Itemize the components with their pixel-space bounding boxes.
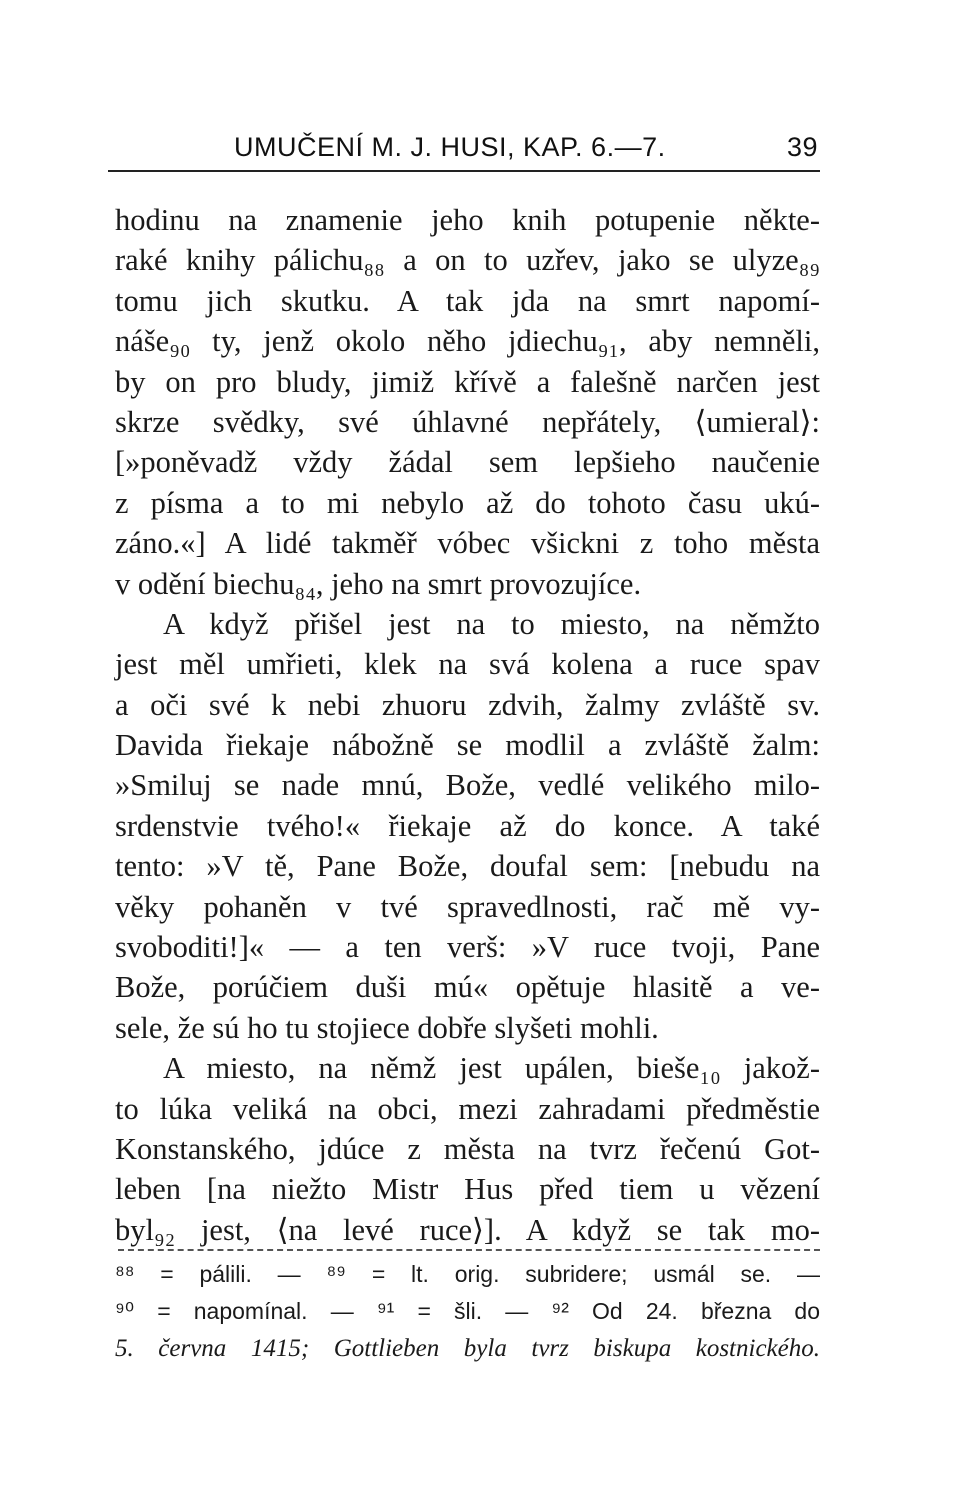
text-line: záno.«] A lidé takměř vóbec všickni z toho města [115, 526, 820, 561]
text-line: »Smiluj se nade mnú, Bože, vedlé velikého milo- [115, 768, 820, 803]
text-line: z písma a to mi nebylo až do tohoto času ukú- [115, 485, 820, 520]
text-line: náše₉₀ ty, jenž okolo něho jdiechu₉₁, aby nemněli, [115, 324, 820, 359]
text-line: Bože, porúčiem duši mú« opětuje hlasitě a ve- [115, 970, 820, 1005]
text-line: leben [na niežto Mistr Hus před tiem u vězení [115, 1172, 820, 1207]
text-line: věky pohaněn v tvé spravedlnosti, rač mě vy- [115, 889, 820, 924]
footnote-line: 5. června 1415; Gottlieben byla tvrz biskupa kostnického. [115, 1335, 820, 1362]
text-line: to lúka veliká na obci, mezi zahradami předměstie [115, 1091, 820, 1126]
footnote-line: ⁹⁰ = napomínal. — ⁹¹ = šli. — ⁹² Od 24. března do [115, 1298, 820, 1324]
text-line: tomu jich skutku. A tak jda na smrt napomí- [115, 283, 820, 318]
text-line: raké knihy pálichu₈₈ a on to uzřev, jako se ulyze₈₉ [115, 243, 820, 278]
paragraph-start-line: A když přišel jest na to miesto, na němžto [163, 606, 820, 641]
text-line: jest měl umřieti, klek na svá kolena a ruce spav [115, 647, 820, 682]
text-line: a oči své k nebi zhuoru zdvih, žalmy zvláště sv. [115, 687, 820, 722]
running-head [108, 128, 820, 170]
header-rule [108, 170, 820, 172]
text-line: [»poněvadž vždy žádal sem lepšieho naučenie [115, 445, 820, 480]
page-number: 39 [786, 132, 818, 162]
footnote-separator [118, 1249, 820, 1251]
body-text [115, 200, 820, 1250]
text-line: srdenstvie tvého!« řiekaje až do konce. A také [115, 808, 820, 843]
text-line: Konstanského, jdúce z města na tvrz řečenú Got- [115, 1131, 820, 1166]
text-line: skrze svědky, své úhlavné nepřátely, ⟨umieral⟩: [115, 404, 820, 439]
text-line: sele, že sú ho tu stojiece dobře slyšeti mohli. [115, 1010, 659, 1045]
text-line: v odění biechu₈₄, jeho na smrt provozujíce. [115, 566, 642, 601]
text-line: tento: »V tě, Pane Bože, doufal sem: [nebudu na [115, 849, 820, 884]
text-line: hodinu na znamenie jeho knih potupenie někte- [115, 203, 820, 237]
paragraph-start-line: A miesto, na němž jest upálen, bieše₁₀ jakož- [163, 1051, 820, 1086]
footnotes [115, 1256, 820, 1367]
text-line: svoboditi!]« — a ten verš: »V ruce tvoji, Pane [115, 930, 820, 965]
text-line: Davida řiekaje nábožně se modlil a zvláště žalm: [115, 728, 820, 763]
footnote-line: ⁸⁸ = pálili. — ⁸⁹ = lt. orig. subridere; usmál se. — [115, 1261, 820, 1287]
text-line: by on pro bludy, jimiž křívě a falešně narčen jest [115, 364, 820, 399]
chapter-title: UMUČENÍ M. J. HUSI, KAP. 6.—7. [234, 132, 666, 162]
text-line: byl₉₂ jest, ⟨na levé ruce⟩]. A když se tak mo- [115, 1212, 820, 1247]
